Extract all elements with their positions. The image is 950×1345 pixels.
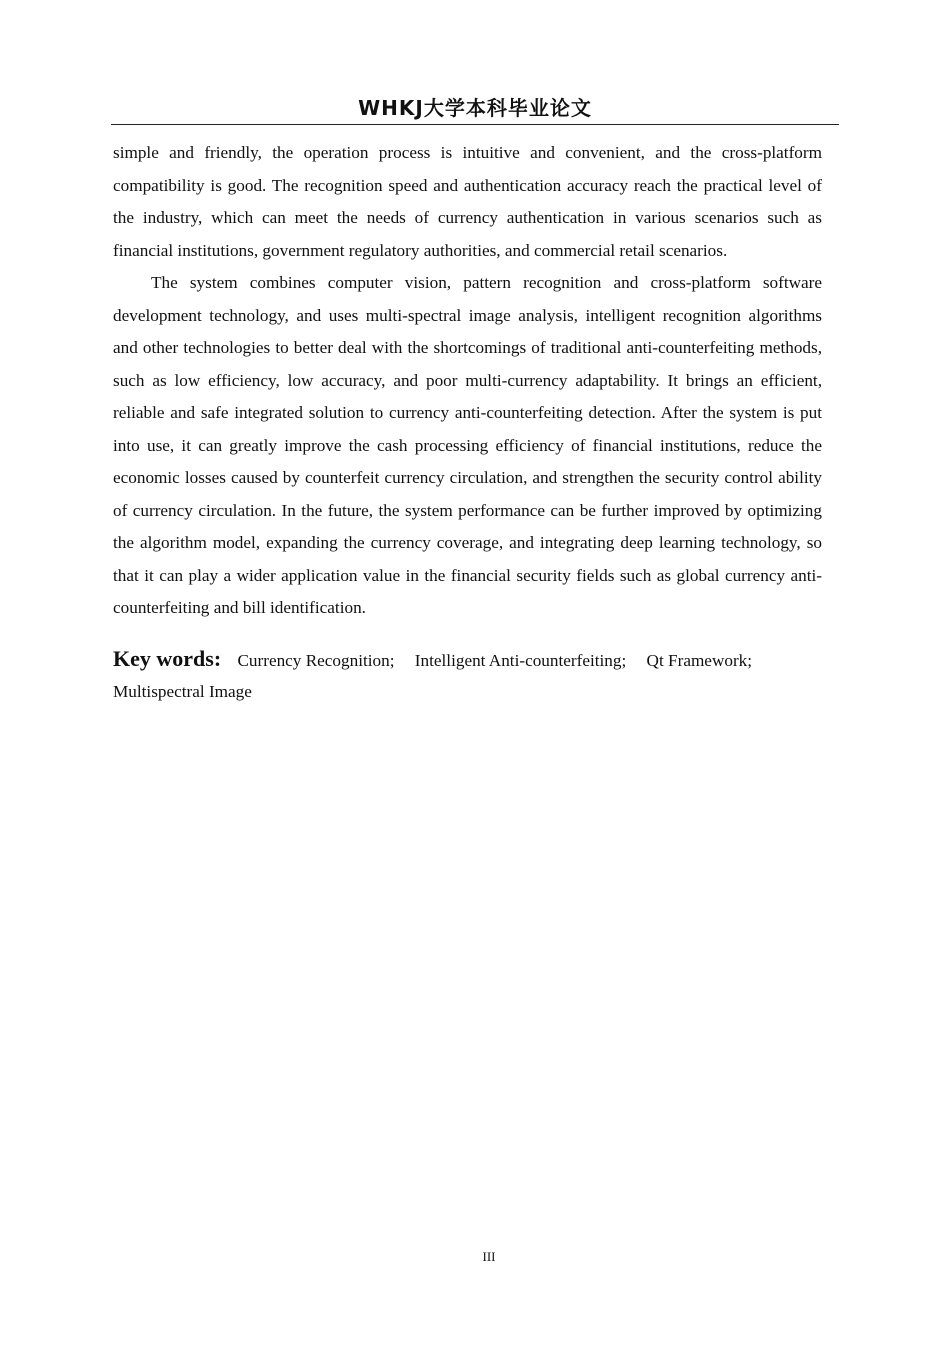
abstract-paragraph-continued: simple and friendly, the operation process is intuitive and convenient, and the cross-platform compatibility is good. The recognition speed and authentication accuracy reach the practical level of the industry, which can meet the needs of currency authentication in various scenarios such as financial institutions, government regulatory authorities, and commercial retail scenarios. (113, 143, 822, 260)
abstract-paragraph: The system combines computer vision, pattern recognition and cross-platform software development technology, and uses multi-spectral image analysis, intelligent recognition algorithms and other technologies to better deal with the shortcomings of traditional anti-counterfeiting methods, such as low efficiency, low accuracy, and poor multi-currency adaptability. It brings an efficient, reliable and safe integrated solution to currency anti-counterfeiting detection. After the system is put into use, it can greatly improve the cash processing efficiency of financial institutions, reduce the economic losses caused by counterfeit currency circulation, and strengthen the security control ability of currency circulation. In the future, the system performance can be further improved by optimizing the algorithm model, expanding the currency coverage, and integrating deep learning technology, so that it can play a wider application value in the financial security fields such as global currency anti-counterfeiting and bill identification. (113, 273, 822, 617)
keyword-item: Intelligent Anti-counterfeiting; (414, 650, 627, 670)
thesis-header-title: WHKJ大学本科毕业论文 (358, 96, 592, 120)
page-header (111, 92, 839, 125)
keyword-item: Currency Recognition; (237, 650, 395, 670)
keywords-label: Key words: (113, 645, 222, 671)
abstract-body (113, 137, 822, 707)
keyword-item: Multispectral Image (113, 681, 252, 701)
page-number: III (482, 1249, 496, 1264)
keyword-item: Qt Framework; (646, 650, 753, 670)
keywords-section (113, 643, 822, 707)
